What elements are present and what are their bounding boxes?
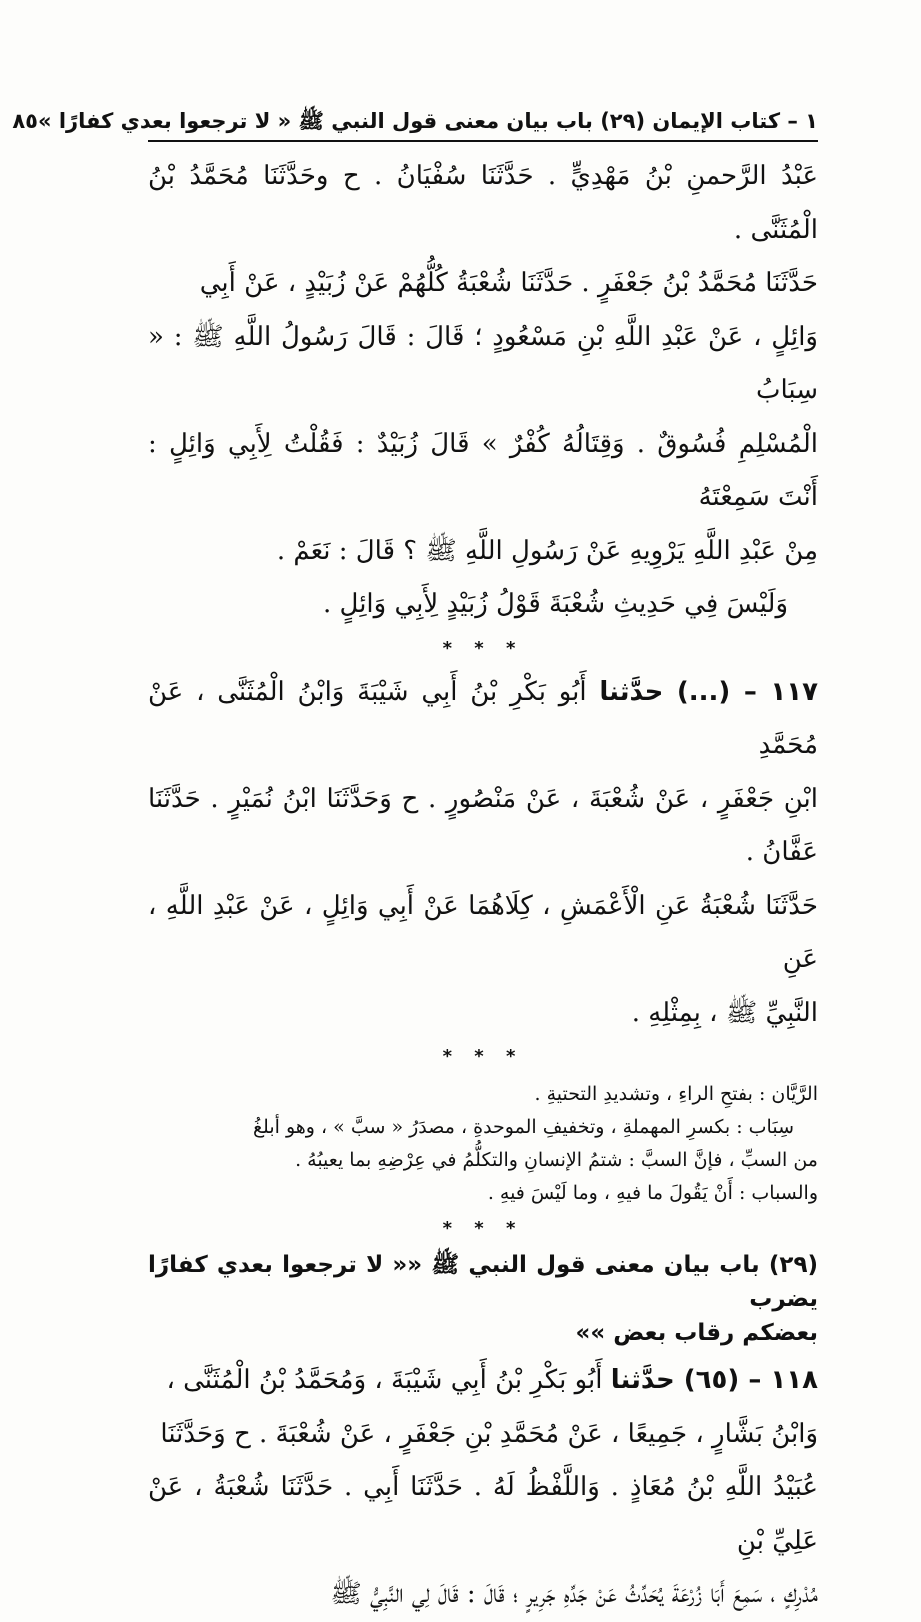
note-line: الرَّيَّان : بفتحِ الراءِ ، وتشديدِ التحتيةِ .: [534, 1083, 818, 1105]
text-line: مِنْ عَبْدِ اللَّهِ يَرْوِيهِ عَنْ رَسُولِ اللَّهِ ﷺ ؟ قَالَ : نَعَمْ .: [276, 535, 818, 566]
body-text: [148, 150, 818, 632]
hadith-line: وَابْنُ بَشَّارٍ ، جَمِيعًا ، عَنْ مُحَمَّدِ بْنِ جَعْفَرٍ ، عَنْ شُعْبَةَ . ح وَحَدَّثَنَا: [160, 1418, 818, 1449]
text-line: وَلَيْسَ فِي حَدِيثِ شُعْبَةَ قَوْلُ زُبَيْدٍ لِأَبِي وَائِلٍ .: [322, 589, 788, 619]
running-header: [12, 108, 818, 142]
chapter-heading-line: (٢٩) باب بيان معنى قول النبي ﷺ «« لا ترجعوا بعدي كفارًا يضرب: [148, 1252, 818, 1312]
hadith-117: [148, 666, 818, 1041]
header-title: ١ – كتاب الإيمان (٢٩) باب بيان معنى قول النبي ﷺ « لا ترجعوا بعدي كفارًا »: [37, 109, 818, 133]
section-separator: * * *: [442, 1046, 524, 1067]
hadith-number: ١١٧ – (...) حدَّثنا: [599, 676, 819, 707]
hadith-line: [148, 666, 818, 773]
note-line: والسباب : أَنْ يَقُولَ ما فيهِ ، وما لَيْسَ فيهِ .: [487, 1182, 818, 1204]
chapter-heading-line: بعضكم رقاب بعض »»: [575, 1320, 818, 1346]
note-line: سِبَاب : بكسرِ المهملةِ ، وتخفيفِ الموحدةِ ، مصدَرُ « سبَّ » ، وهو أبلغُ: [252, 1116, 794, 1138]
hadith-line: حَدَّثَنَا شُعْبَةُ عَنِ الْأَعْمَشِ ، كِلَاهُمَا عَنْ أَبِي وَائِلٍ ، عَنْ عَبْدِ اللَّهِ ، عَنِ: [148, 890, 818, 974]
text-line: عَبْدُ الرَّحمنِ بْنُ مَهْدِيٍّ . حَدَّثَنَا سُفْيَانُ . ح وحَدَّثَنَا مُحَمَّدُ بْنُ الْمُثَنَّى .: [148, 161, 818, 245]
book-page: [12, 108, 819, 1622]
hadith-line: النَّبِيِّ ﷺ ، بِمِثْلِهِ .: [631, 997, 818, 1028]
note-line: من السبِّ ، فإنَّ السبَّ : شتمُ الإنسانِ والتكلُّمُ في عِرْضِهِ بما يعيبُهُ .: [295, 1149, 818, 1171]
page-number: ٨٥: [12, 109, 38, 133]
hadith-line: عُبَيْدُ اللَّهِ بْنُ مُعَاذٍ . وَاللَّفْظُ لَهُ . حَدَّثَنَا أَبِي . حَدَّثَنَا شُعْبَةُ ، عَنْ عَلِيِّ بْنِ: [148, 1472, 818, 1556]
text-line: وَائِلٍ ، عَنْ عَبْدِ اللَّهِ بْنِ مَسْعُودٍ ؛ قَالَ : قَالَ رَسُولُ اللَّهِ ﷺ : « سِبَابُ: [148, 321, 818, 405]
text-line: الْمُسْلِمِ فُسُوقٌ . وَقِتَالُهُ كُفْرٌ » قَالَ زُبَيْدٌ : فَقُلْتُ لِأَبِي وَائِلٍ : أَنْتَ سَمِعْتَهُ: [148, 428, 818, 512]
hadith-text: أَبُو بَكْرِ بْنُ أَبِي شَيْبَةَ ، وَمُحَمَّدُ بْنُ الْمُثَنَّى ،: [166, 1365, 603, 1395]
hadith-number: ١١٨ – (٦٥) حدَّثنا: [610, 1365, 818, 1395]
section-separator: * * *: [442, 1218, 524, 1239]
chapter-heading: [148, 1248, 818, 1350]
hadith-line: ابْنِ جَعْفَرٍ ، عَنْ شُعْبَةَ ، عَنْ مَنْصُورٍ . ح وَحَدَّثَنَا ابْنُ نُمَيْرٍ . حَدَّثَنَا عَفَّانُ .: [148, 783, 818, 867]
section-separator: * * *: [442, 637, 524, 659]
footnotes: [148, 1078, 818, 1210]
text-line: حَدَّثَنَا مُحَمَّدُ بْنُ جَعْفَرٍ . حَدَّثَنَا شُعْبَةُ كُلُّهُمْ عَنْ زُبَيْدٍ ، عَنْ أَبِي: [199, 268, 818, 298]
hadith-line: [148, 1354, 818, 1408]
hadith-118: [148, 1354, 818, 1622]
hadith-text: أَبُو بَكْرِ بْنُ أَبِي شَيْبَةَ وَابْنُ الْمُثَنَّى ، عَنْ مُحَمَّدِ: [148, 676, 818, 760]
hadith-line: مُدْرِكٍ ، سَمِعَ أَبَا زُرْعَةَ يُحَدِّثُ عَنْ جَدِّهِ جَرِيرٍ ؛ قَالَ : قَالَ لِي النَّبِيُّ ﷺ: [330, 1579, 818, 1609]
